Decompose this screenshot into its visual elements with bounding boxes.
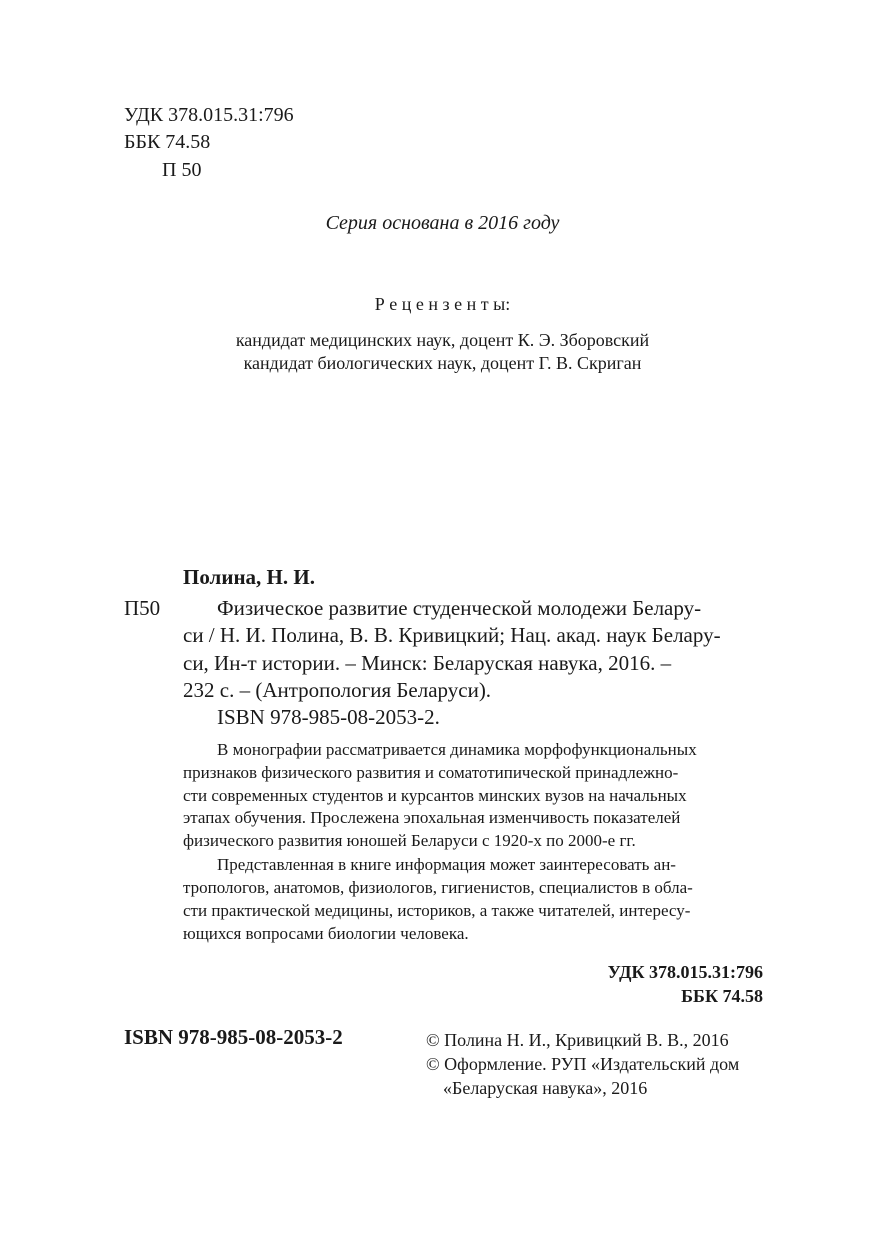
catalog-isbn: ISBN 978-985-08-2053-2. [217, 705, 440, 729]
series-note: Серия основана в 2016 году [325, 212, 560, 234]
catalog-mark: П50 [124, 596, 161, 620]
abstract-line: сти современных студентов и курсантов минских вузов на начальных [183, 786, 687, 805]
copyright-line: «Беларуская навука», 2016 [443, 1078, 648, 1098]
author-mark-header: П 50 [162, 159, 202, 181]
abstract-line: физического развития юношей Беларуси с 1920-х по 2000-е гг. [183, 831, 636, 850]
abstract-line: признаков физического развития и соматотипической принадлежно- [183, 763, 679, 782]
isbn-footer: ISBN 978-985-08-2053-2 [124, 1025, 343, 1049]
udk-header: УДК 378.015.31:796 [124, 104, 294, 126]
abstract-line: сти практической медицины, историков, а также читателей, интересу- [183, 901, 691, 920]
abstract-line: этапах обучения. Прослежена эпохальная изменчивость показателей [183, 808, 681, 827]
copyright-line: © Оформление. РУП «Издательский дом [426, 1054, 740, 1074]
catalog-description-line: 232 с. – (Антропология Беларуси). [183, 678, 492, 702]
abstract-line: ющихся вопросами биологии человека. [183, 924, 469, 943]
reviewers-title: Р е ц е н з е н т ы: [374, 294, 511, 314]
bbk-footer: ББК 74.58 [681, 986, 763, 1006]
reviewer-line: кандидат биологических наук, доцент Г. В. Скриган [243, 353, 642, 373]
catalog-author: Полина, Н. И. [183, 565, 315, 589]
bbk-header: ББК 74.58 [124, 131, 211, 153]
copyright-line: © Полина Н. И., Кривицкий В. В., 2016 [426, 1030, 729, 1050]
udk-footer: УДК 378.015.31:796 [607, 962, 763, 982]
abstract-line: тропологов, анатомов, физиологов, гигиенистов, специалистов в обла- [183, 878, 693, 897]
catalog-description-line: Физическое развитие студенческой молодежи Белару- [217, 596, 702, 620]
catalog-description-line: си / Н. И. Полина, В. В. Кривицкий; Нац. акад. наук Белару- [183, 623, 721, 647]
catalog-description-line: си, Ин-т истории. – Минск: Беларуская навука, 2016. – [183, 651, 672, 675]
abstract-line: Представленная в книге информация может заинтересовать ан- [217, 855, 676, 874]
reviewer-line: кандидат медицинских наук, доцент К. Э. Зборовский [235, 330, 650, 350]
abstract-line: В монографии рассматривается динамика морфофункциональных [217, 740, 697, 759]
